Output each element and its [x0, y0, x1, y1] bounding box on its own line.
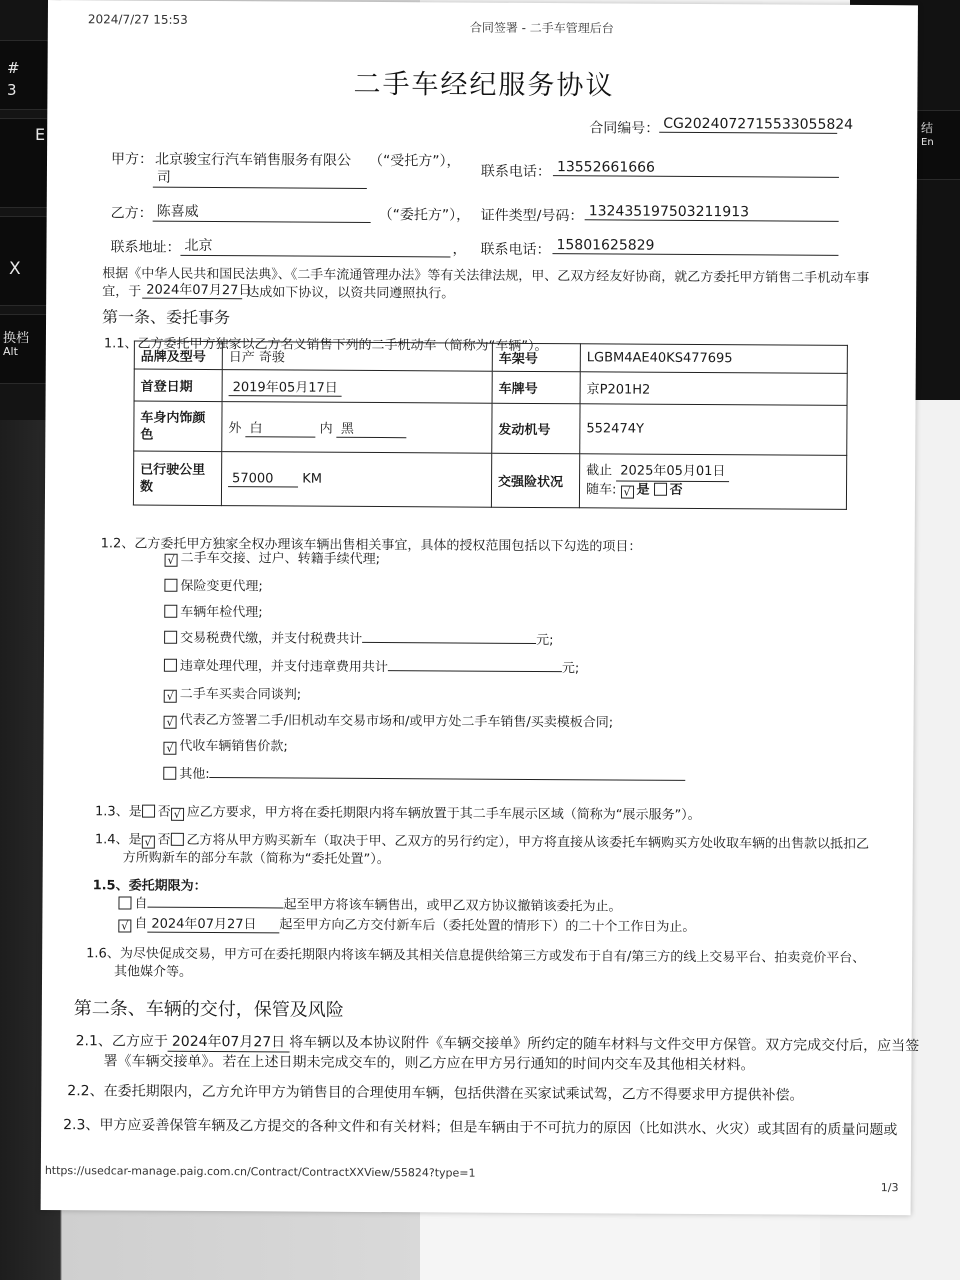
insurance-expire-prefix: 截止 [586, 463, 613, 479]
clause-1-6-line1: 1.6、为尽快促成交易，甲方可在委托期限内将该车辆及其相关信息提供给第三方或发布于自有/第三方的线上交易平台、拍卖竞价平台、 [86, 946, 866, 967]
clause-1-4-line1: 乙方将从甲方购买新车（取决于甲、乙双方的另行约定），甲方将直接从该委托车辆购买方处收取车辆的出售款以抵扣乙 [186, 832, 870, 853]
clause-1-4-no-checkbox [171, 833, 184, 846]
with-car-no-label: 否 [669, 482, 683, 498]
clause-2-1-text: 将车辆以及本协议附件《车辆交接单》所约定的随车材料与文件交甲方保管。双方完成交付后，应当签 [289, 1034, 920, 1055]
option-checkbox [164, 659, 177, 672]
brand-label: 品牌及型号 [134, 341, 222, 370]
key-3: # 3 [0, 40, 52, 110]
clause-1-1: 1.1、乙方委托甲方独家以乙方名义销售下列的二手机动车（简称为“车辆”）。 [103, 336, 548, 355]
option-suffix: 元; [536, 632, 554, 649]
with-car-yes-checkbox: √ [620, 486, 633, 499]
intro-line2-pre: 宜，于 [102, 284, 142, 300]
option-checkbox: √ [164, 690, 177, 703]
party-b-id: 132435197503211913 [585, 203, 839, 222]
contract-number-label: 合同编号： [589, 120, 660, 137]
insurance-expire-date: 2025年05月01日 [616, 462, 729, 482]
option-label: 车辆年检代理; [180, 604, 263, 621]
party-b-phone-label: 联系电话： [480, 241, 551, 259]
intro-line1: 根据《中华人民共和国民法典》、《二手车流通管理办法》等有关法律法规，甲、乙双方经友好协商，就乙方委托甲方销售二手机动车事 [102, 266, 870, 287]
exterior-label: 外 [228, 420, 242, 436]
clause-1-4-yes-label: 1.4、是 [94, 832, 142, 848]
term-option-1-prefix: 自 [134, 896, 148, 912]
authorization-option [164, 709, 614, 732]
table-row [134, 369, 847, 405]
party-a-name-line1: 北京骏宝行汽车销售服务有限公 [154, 151, 352, 169]
print-page-number: 1/3 [880, 1181, 899, 1195]
color-label-line1: 车身内饰颜 [140, 410, 206, 426]
clause-1-4-no-label: 否 [157, 832, 171, 848]
key-x: X [0, 216, 52, 306]
address-end: ， [452, 241, 467, 258]
contract-paper [41, 0, 918, 1215]
table-row [133, 451, 846, 509]
clause-2-1-prefix: 2.1、乙方应于 [75, 1033, 168, 1050]
party-b-id-label: 证件类型/号码： [480, 207, 584, 225]
contract-number: CG2024072715533055824 [659, 116, 837, 134]
exterior-color: 白 [245, 417, 315, 437]
clause-2-1-date: 2024年07月27日 [168, 1031, 289, 1053]
mileage-value: 57000 [228, 471, 298, 487]
clause-1-6-line2: 其他媒介等。 [114, 964, 193, 980]
with-car-label: 随车: [585, 482, 617, 498]
option-label: 代表乙方签署二手/旧机动车交易市场和/或甲方处二手车销售/买卖模板合同; [179, 712, 614, 731]
key-e: E [0, 118, 52, 208]
reg-date-value: 2019年05月17日 [229, 376, 342, 397]
option-checkbox: √ [165, 554, 178, 567]
print-url: https://usedcar-manage.paig.com.cn/Contract/ContractXXView/55824?type=1 [44, 1164, 476, 1180]
clause-1-2: 1.2、乙方委托甲方独家全权办理该车辆出售相关事宜，具体的授权范围包括以下勾选的项目： [100, 536, 642, 555]
table-row [134, 341, 847, 373]
color-label-line2: 色 [140, 427, 154, 443]
key-alt: 换档 Alt [0, 314, 52, 384]
color-label [134, 401, 222, 452]
term-option-2-text: 起至甲方向乙方交付新车后（委托处置的情形下）的二十个工作日为止。 [279, 917, 696, 935]
party-a-phone-label: 联系电话： [480, 163, 552, 181]
mileage-label-line2: 数 [139, 479, 154, 495]
option-label: 二手车交接、过户、转籍手续代理; [180, 550, 381, 568]
term-option-1 [118, 892, 621, 914]
option-checkbox: √ [164, 716, 177, 729]
clause-1-4-line2: 方所购新车的部分车款（简称为“委托处置”）。 [122, 850, 390, 868]
plate-label: 车牌号 [492, 371, 580, 404]
term-option-2-prefix: 自 [134, 916, 148, 932]
party-b-name: 陈喜威 [153, 201, 371, 223]
reg-date-cell [222, 370, 492, 404]
option-suffix: 元; [561, 661, 580, 677]
option-label: 其他: [179, 766, 210, 783]
term-option-1-text: 起至甲方将该车辆售出，或甲乙双方协议撤销该委托为止。 [283, 897, 622, 915]
with-car-yes-label: 是 [636, 482, 650, 498]
option-checkbox [164, 631, 177, 644]
color-cell [222, 402, 492, 454]
authorization-option [164, 655, 580, 677]
plate-value: 京P201H2 [580, 372, 847, 406]
authorization-option [164, 627, 554, 648]
print-datetime: 2024/7/27 15:53 [87, 12, 188, 27]
option-label: 交易税费代缴，并支付税费共计 [180, 630, 363, 647]
term-option-2-checkbox: √ [118, 919, 131, 932]
insurance-cell [579, 454, 846, 510]
authorization-option [164, 601, 263, 621]
authorization-option [164, 575, 263, 595]
option-fill-line [362, 629, 536, 644]
option-fill-line [388, 657, 562, 672]
clause-1-3-text: 应乙方要求，甲方将在委托期限内将车辆放置于其二手车展示区域（简称为“展示服务”）。 [186, 804, 701, 824]
party-b-phone: 15801625829 [552, 237, 838, 256]
option-checkbox [163, 767, 176, 780]
article2-title: 第二条、车辆的交付，保管及风险 [73, 998, 344, 1021]
mileage-label [133, 451, 221, 506]
option-checkbox [164, 579, 177, 592]
party-a-phone: 13552661666 [553, 159, 839, 178]
term-option-1-checkbox [118, 896, 131, 909]
authorization-option [163, 763, 685, 785]
party-b-address: 北京 [180, 235, 450, 258]
mileage-cell [221, 452, 491, 508]
interior-label: 内 [319, 421, 333, 437]
party-a-role: （“受托方”）， [368, 152, 461, 170]
option-fill-line [210, 764, 686, 781]
clause-1-3-yes-checkbox [142, 805, 155, 818]
clause-1-3 [95, 800, 701, 824]
party-b-label: 乙方： [110, 205, 153, 222]
print-page-title: 合同签署 - 二手车管理后台 [469, 20, 614, 36]
clause-1-5-title: 1.5、委托期限为： [92, 878, 207, 894]
vin-label: 车架号 [492, 343, 580, 372]
term-option-2 [118, 912, 695, 936]
option-label: 代收车辆销售价款; [179, 738, 288, 755]
party-a-name-line2: 司 [153, 167, 367, 189]
vehicle-table [133, 341, 848, 510]
reg-date-label: 首登日期 [134, 369, 222, 402]
clause-1-3-yes-label: 1.3、是 [94, 804, 142, 820]
with-car-no-checkbox [654, 483, 667, 496]
option-label: 违章处理代理，并支付违章费用共计 [179, 658, 388, 676]
party-a-label: 甲方： [110, 151, 154, 168]
brand-value: 日产 奇骏 [222, 342, 492, 372]
clause-2-2: 2.2、在委托期限内，乙方允许甲方为销售目的合理使用车辆，包括供潜在买家试乘试驾，乙方不得要求甲方提供补偿。 [67, 1083, 804, 1104]
contract-title: 二手车经纪服务协议 [353, 68, 615, 102]
mileage-unit: KM [302, 471, 323, 487]
option-label: 保险变更代理; [180, 578, 263, 595]
authorization-option [163, 735, 288, 756]
authorization-option [165, 547, 381, 568]
intro-date: 2024年07月27日 [142, 279, 242, 300]
intro-line2-post: 达成如下协议，以资共同遵照执行。 [246, 285, 455, 302]
table-row [134, 401, 847, 455]
option-checkbox: √ [163, 742, 176, 755]
insurance-label: 交强险状况 [491, 453, 579, 508]
engine-label: 发动机号 [492, 403, 580, 454]
vin-value: LGBM4AE40KS477695 [580, 344, 847, 374]
authorization-option [164, 683, 302, 704]
engine-value: 552474Y [580, 404, 847, 456]
term-option-1-date [147, 907, 283, 909]
mileage-label-line1: 已行驶公里 [140, 462, 206, 478]
clause-2-1-line2: 署《车辆交接单》。若在上述日期未完成交车的，则乙方应在甲方另行通知的时间内交车及其他相关材料。 [103, 1053, 755, 1074]
clause-1-3-no-label: 否 [157, 804, 171, 820]
key-enter: 结 En [912, 110, 960, 180]
clause-2-3: 2.3、甲方应妥善保管车辆及乙方提交的各种文件和有关材料；但是车辆由于不可抗力的原因（比如洪水、火灾）或其固有的质量问题或 [63, 1117, 898, 1139]
interior-color: 黑 [337, 417, 407, 437]
party-b-role: （“委托方”）， [378, 207, 471, 224]
term-option-2-date: 2024年07月27日 [147, 913, 279, 934]
address-label: 联系地址： [110, 239, 181, 256]
clause-1-4-yes-checkbox: √ [142, 836, 155, 849]
clause-1-3-no-checkbox: √ [171, 808, 184, 821]
option-checkbox [164, 605, 177, 618]
article1-title: 第一条、委托事务 [102, 307, 231, 328]
option-label: 二手车买卖合同谈判; [179, 686, 302, 703]
